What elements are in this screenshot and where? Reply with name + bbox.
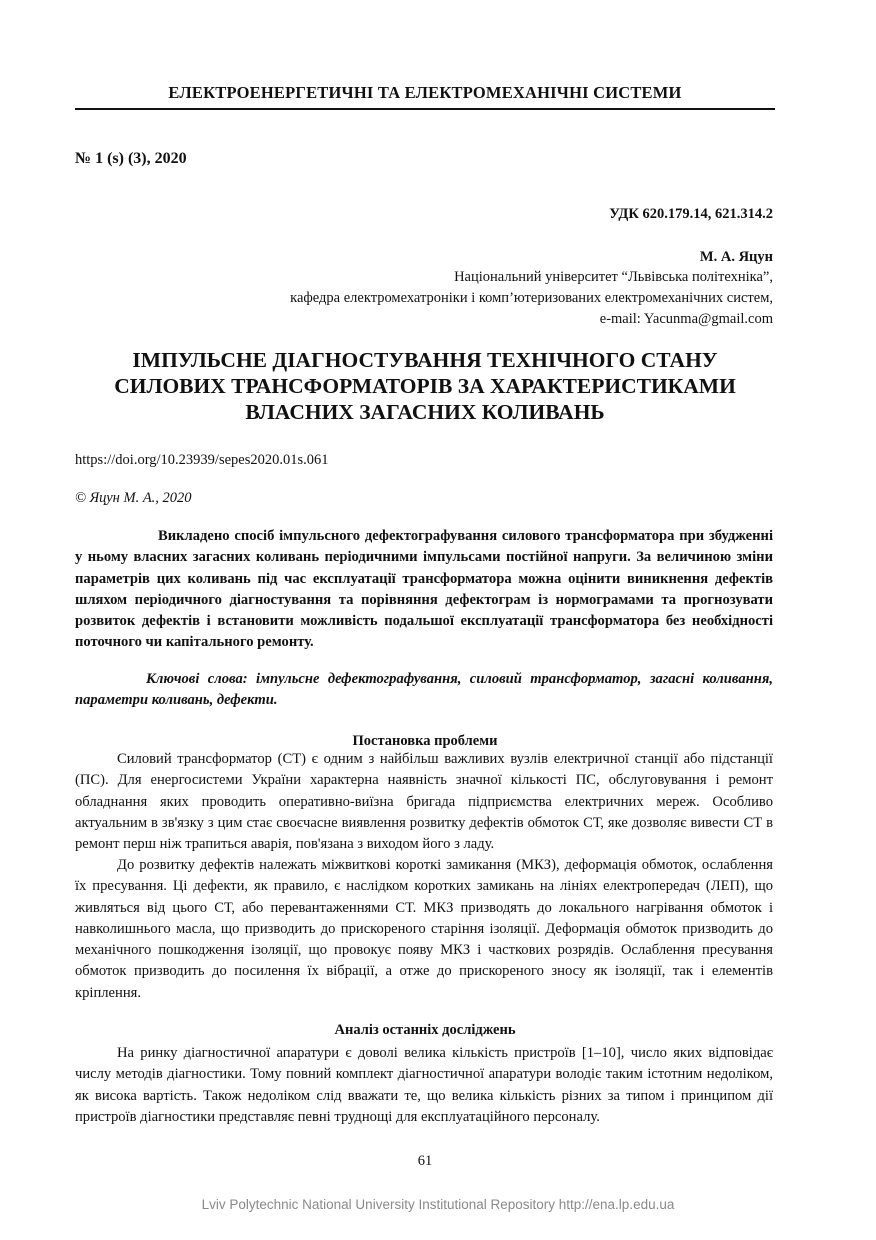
copyright: © Яцун М. А., 2020	[75, 490, 192, 506]
page-number: 61	[417, 1153, 433, 1169]
issue-number: № 1 (s) (3), 2020	[75, 150, 187, 167]
title-line: СИЛОВИХ ТРАНСФОРМАТОРІВ ЗА ХАРАКТЕРИСТИКАМИ	[114, 374, 736, 398]
affiliation-university: Національний університет “Львівська політехніка”,	[454, 269, 773, 285]
udk-code: УДК 620.179.14, 621.314.2	[609, 206, 773, 222]
author-email: e-mail: Yacunma@gmail.com	[599, 311, 773, 327]
doi-link[interactable]: https://doi.org/10.23939/sepes2020.01s.061	[75, 452, 329, 468]
repository-footer: Lviv Polytechnic National University Institutional Repository http://ena.lp.edu.ua	[201, 1197, 675, 1212]
body-paragraph: Силовий трансформатор (СТ) є одним з найбільш важливих вузлів електричної станції або підстанції (ПС). Для енергосистеми України характерна наявність значної кількості ПС, обслуговування і ремонт обладнання яких проводить оперативно-виїзна бригада підприємства електричних мереж. Особливо актуальним в зв'язку з цим стає своєчасне виявлення розвитку дефектів обмоток СТ, яке дозволяє вивести СТ в ремонт перш ніж трапиться аварія, пов'язана з виходом його з ладу.	[75, 751, 773, 853]
keywords: Ключові слова: імпульсне дефектографування, силовий трансформатор, загасні коливання, параметри коливань, дефекти.	[75, 671, 773, 709]
body-paragraph: До розвитку дефектів належать міжвиткові короткі замикання (МКЗ), деформація обмоток, ослаблення їх пресування. Ці дефекти, як правило, є наслідком коротких замикань на лініях електропередач (ЛЕП), що живляться від цього СТ, або перевантаженнями СТ. МКЗ призводять до локального нагрівання обмоток і навколишнього масла, що призводить до прискореного старіння ізоляції. Деформація обмоток призводить до механічного пошкодження ізоляції, що провокує появу МКЗ і часткових розрядів. Ослаблення пресування обмоток призводить до посилення їх вібрації, а отже до прискореного зносу як ізоляції, так і елементів кріплення.	[75, 857, 773, 1001]
section-heading: Постановка проблеми	[352, 733, 498, 749]
header-rule	[75, 108, 775, 110]
section-heading: Аналіз останніх досліджень	[334, 1022, 516, 1038]
title-line: ВЛАСНИХ ЗАГАСНИХ КОЛИВАНЬ	[245, 400, 605, 424]
paper-title	[75, 347, 775, 425]
affiliation-department: кафедра електромехатроніки і комп’ютеризованих електромеханічних систем,	[290, 290, 773, 306]
body-paragraph: На ринку діагностичної апаратури є доволі велика кількість пристроїв [1–10], число яких відповідає числу методів діагностики. Тому повний комплект діагностичної апаратури володіє таким істотним недоліком, як висока вартість. Також недоліком слід вважати те, що велика кількість різних за типом і принципом дії пристроїв діагностики представляє певні труднощі для експлуатаційного персоналу.	[75, 1045, 773, 1125]
author-name: М. А. Яцун	[699, 249, 773, 265]
title-line: ІМПУЛЬСНЕ ДІАГНОСТУВАННЯ ТЕХНІЧНОГО СТАНУ	[132, 348, 718, 372]
journal-title: ЕЛЕКТРОЕНЕРГЕТИЧНІ ТА ЕЛЕКТРОМЕХАНІЧНІ СИСТЕМИ	[168, 83, 682, 102]
abstract: Викладено спосіб імпульсного дефектографування силового трансформатора при збудженні у ньому власних загасних коливань періодичними імпульсами постійної напруги. За величиною зміни параметрів цих коливань під час експлуатації трансформатора можна оцінити виникнення дефектів шляхом періодичного діагностування та порівняння дефектограм із нормограмами та прогнозувати розвиток дефектів і встановити можливість подальшої експлуатації трансформатора без необхідності поточного чи капітального ремонту.	[75, 528, 773, 651]
